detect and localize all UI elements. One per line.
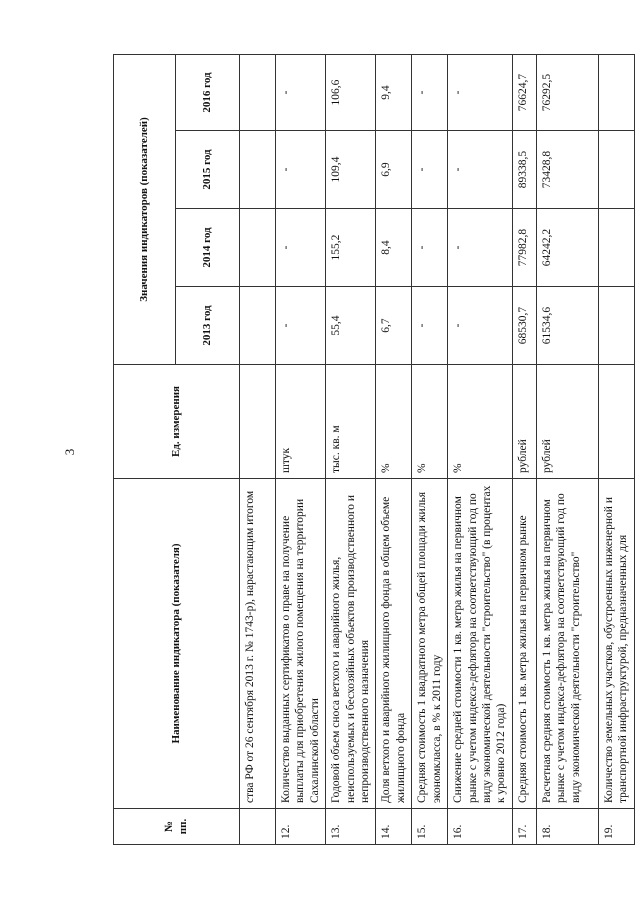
row-value-2015: 89338,5 xyxy=(512,131,536,209)
row-num: 16. xyxy=(448,809,513,845)
row-value-2015: - xyxy=(412,131,448,209)
row-value-2016: - xyxy=(448,54,513,130)
row-value-2014 xyxy=(240,209,276,287)
row-value-2016: 76292,5 xyxy=(536,54,598,130)
row-value-2015: 109,4 xyxy=(326,131,376,209)
row-unit: штук xyxy=(276,365,326,479)
row-name: ства РФ от 26 сентября 2013 г. № 1743-р), нарастающим итогом xyxy=(240,479,276,809)
row-num: 15. xyxy=(412,809,448,845)
row-value-2015 xyxy=(598,131,634,209)
rotated-table-wrapper xyxy=(113,55,630,845)
table-row xyxy=(376,54,412,844)
row-value-2013: 55,4 xyxy=(326,287,376,365)
row-num: 13. xyxy=(326,809,376,845)
row-num: 19. xyxy=(598,809,634,845)
row-value-2016: 106,6 xyxy=(326,54,376,130)
header-values-group: Значения индикаторов (показателей) xyxy=(114,54,176,364)
row-value-2013 xyxy=(598,287,634,365)
row-unit xyxy=(598,365,634,479)
row-num: 18. xyxy=(536,809,598,845)
row-unit: % xyxy=(376,365,412,479)
row-unit xyxy=(240,365,276,479)
row-value-2014 xyxy=(598,209,634,287)
header-num: № пп. xyxy=(114,809,240,845)
header-year-2016: 2016 год xyxy=(176,54,240,130)
row-value-2016: 9,4 xyxy=(376,54,412,130)
table-header-row xyxy=(114,54,176,844)
header-year-2015: 2015 год xyxy=(176,131,240,209)
row-value-2013: 61534,6 xyxy=(536,287,598,365)
row-name: Количество земельных участков, обустроенных инженерной и транспортной инфраструктурой, предназначенных для xyxy=(598,479,634,809)
row-name: Годовой объем сноса ветхого и аварийного жилья, неиспользуемых и бесхозяйных объектов производственного и непроизводственного назначения xyxy=(326,479,376,809)
row-value-2014: 77982,8 xyxy=(512,209,536,287)
table-row xyxy=(448,54,513,844)
row-value-2013: 68530,7 xyxy=(512,287,536,365)
table-row xyxy=(536,54,598,844)
row-value-2016 xyxy=(598,54,634,130)
header-year-2014: 2014 год xyxy=(176,209,240,287)
page-number: 3 xyxy=(62,448,77,456)
row-name: Средняя стоимость 1 квадратного метра общей площади жилья экономкласса, в % к 2011 году xyxy=(412,479,448,809)
row-num: 14. xyxy=(376,809,412,845)
row-value-2013: - xyxy=(276,287,326,365)
row-value-2014: - xyxy=(412,209,448,287)
row-value-2015: 6,9 xyxy=(376,131,412,209)
row-num: 12. xyxy=(276,809,326,845)
row-value-2016: - xyxy=(412,54,448,130)
row-value-2014: 8,4 xyxy=(376,209,412,287)
row-unit: тыс. кв. м xyxy=(326,365,376,479)
table-row xyxy=(276,54,326,844)
row-value-2013: - xyxy=(448,287,513,365)
row-value-2014: 64242,2 xyxy=(536,209,598,287)
table-row xyxy=(326,54,376,844)
header-year-2013: 2013 год xyxy=(176,287,240,365)
row-name: Количество выданных сертификатов о праве на получение выплаты для приобретения жилого помещения на территории Сахалинской области xyxy=(276,479,326,809)
row-value-2016: - xyxy=(276,54,326,130)
row-name: Средняя стоимость 1 кв. метра жилья на первичном рынке xyxy=(512,479,536,809)
header-name: Наименование индикатора (показателя) xyxy=(114,479,240,809)
table-row xyxy=(412,54,448,844)
row-name: Расчетная средняя стоимость 1 кв. метра жилья на первичном рынке с учетом индекса-дефлятора на соответствующий год по виду экономической деятельности "строительство" xyxy=(536,479,598,809)
table-row xyxy=(240,54,276,844)
row-value-2014: - xyxy=(448,209,513,287)
row-num: 17. xyxy=(512,809,536,845)
table-row xyxy=(598,54,634,844)
row-value-2013: - xyxy=(412,287,448,365)
table-row xyxy=(512,54,536,844)
row-value-2015: - xyxy=(448,131,513,209)
header-unit: Ед. измерения xyxy=(114,365,240,479)
row-unit: % xyxy=(448,365,513,479)
row-value-2015: 73428,8 xyxy=(536,131,598,209)
row-value-2016 xyxy=(240,54,276,130)
row-value-2013 xyxy=(240,287,276,365)
row-name: Снижение средней стоимости 1 кв. метра жилья на первичном рынке с учетом индекса-дефлятора на соответствующий год по виду экономической деятельности "строительство" (в процентах к уровню 2012 года) xyxy=(448,479,513,809)
row-unit: % xyxy=(412,365,448,479)
row-num xyxy=(240,809,276,845)
row-value-2015 xyxy=(240,131,276,209)
indicators-table xyxy=(113,54,635,845)
row-value-2014: 155,2 xyxy=(326,209,376,287)
row-value-2013: 6,7 xyxy=(376,287,412,365)
row-value-2015: - xyxy=(276,131,326,209)
row-value-2016: 76624,7 xyxy=(512,54,536,130)
row-unit: рублей xyxy=(536,365,598,479)
row-unit: рублей xyxy=(512,365,536,479)
row-value-2014: - xyxy=(276,209,326,287)
row-name: Доля ветхого и аварийного жилищного фонда в общем объеме жилищного фонда xyxy=(376,479,412,809)
